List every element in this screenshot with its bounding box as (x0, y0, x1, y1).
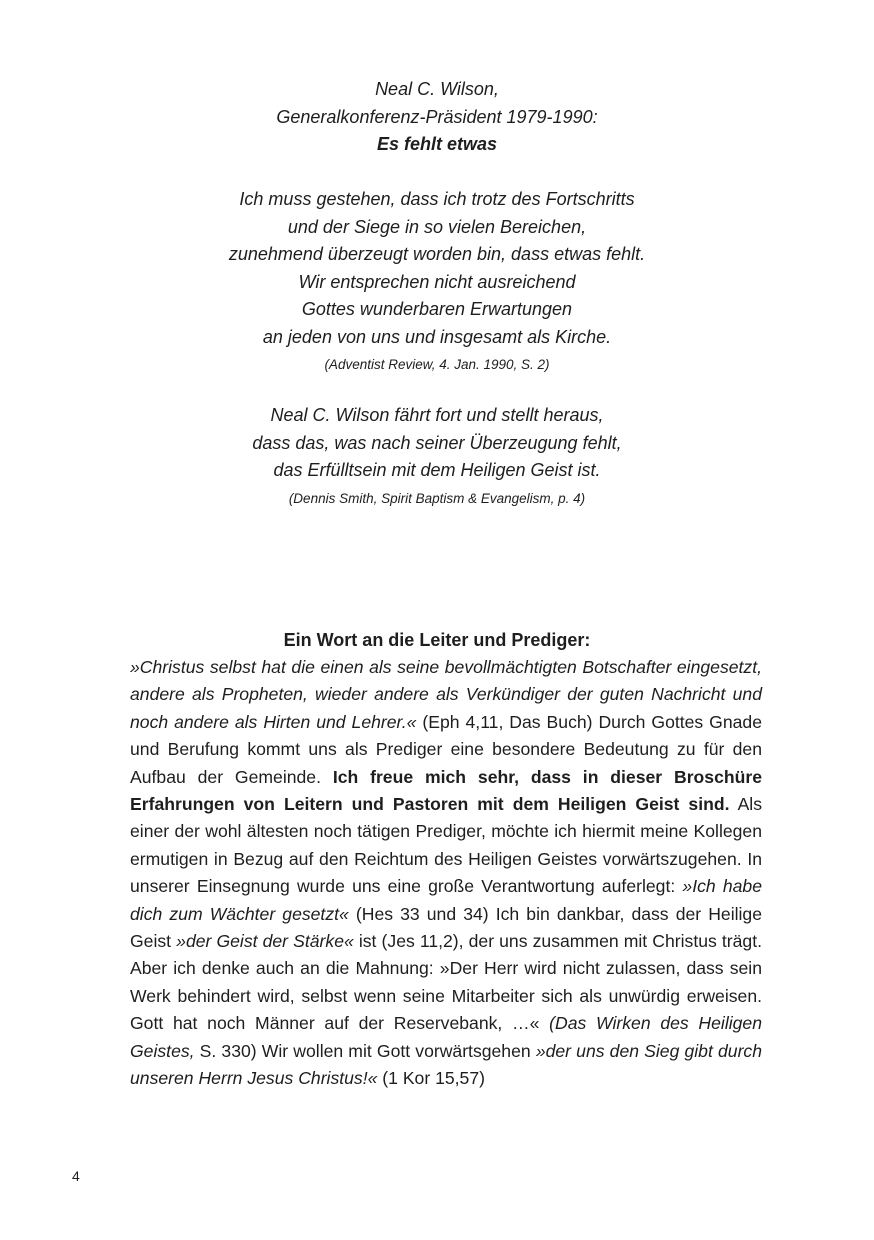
quote-line: Ich muss gestehen, dass ich trotz des Fortschritts (239, 189, 635, 209)
body-paragraph: »Christus selbst hat die einen als seine bevollmächtigten Botschafter eingesetzt, andere als Propheten, wieder andere als Verkündiger der guten Nachricht und noch andere als Hirten und Lehrer.« (Eph 4,11, Das Buch) Durch Gottes Gnade und Berufung kommt uns als Prediger eine besondere Bedeutung zu für den Aufbau der Gemeinde. Ich freue mich sehr, dass in dieser Broschüre Erfahrungen von Leitern und Pastoren mit dem Heiligen Geist sind. Als einer der wohl ältesten noch tätigen Prediger, möchte ich hiermit meine Kollegen ermutigen in Bezug auf den Reichtum des Heiligen Geistes vorwärtszugehen. In unserer Einsegnung wurde uns eine große Verantwortung auferlegt: »Ich habe dich zum Wächter gesetzt« (Hes 33 und 34) Ich bin dankbar, dass der Heilige Geist »der Geist der Stärke« ist (Jes 11,2), der uns zusammen mit Christus trägt. Aber ich denke auch an die Mahnung: »Der Herr wird nicht zulassen, dass sein Werk behindert wird, selbst wenn seine Mitarbeiter sich als unwürdig erweisen. Gott hat noch Männer auf der Reservebank, …« (Das Wirken des Heiligen Geistes, S. 330) Wir wollen mit Gott vorwärtsgehen »der uns den Sieg gibt durch unseren Herrn Jesus Christus!« (1 Kor 15,57) (130, 657, 763, 1089)
page-number: 4 (72, 1168, 80, 1184)
bible-quote: »Christus selbst hat die einen als seine bevollmächtigten Botschafter eingesetzt, andere als Propheten, wieder andere als Verkündiger der guten Nachricht und noch andere als Hirten und Lehrer.« (130, 657, 762, 732)
quote-line: Wir entsprechen nicht ausreichend (298, 271, 576, 292)
quote-heading: Es fehlt etwas (376, 134, 498, 154)
followup-line: das Erfülltsein mit dem Heiligen Geist ist. (273, 460, 601, 480)
quote-author: Neal C. Wilson, (375, 79, 499, 99)
quote-source: (Adventist Review, 4. Jan. 1990, S. 2) (324, 357, 550, 372)
followup-line: dass das, was nach seiner Überzeugung fehlt, (252, 432, 622, 453)
quote-block (0, 76, 874, 512)
quote-line: und der Siege in so vielen Bereichen, (287, 216, 587, 237)
followup-line: Neal C. Wilson fährt fort und stellt heraus, (270, 405, 604, 425)
followup-source: (Dennis Smith, Spirit Baptism & Evangelism, p. 4) (288, 490, 586, 506)
quote-line: an jeden von uns und insgesamt als Kirche. (262, 326, 612, 347)
quote-line: Gottes wunderbaren Erwartungen (301, 299, 573, 319)
quote-role: Generalkonferenz-Präsident 1979-1990: (276, 106, 598, 127)
section-title: Ein Wort an die Leiter und Prediger: (283, 630, 591, 650)
bold-statement: Ich freue mich sehr, dass in dieser Broschüre Erfahrungen von Leitern und Pastoren mit dem Heiligen Geist sind. (130, 766, 762, 815)
quote-line: zunehmend überzeugt worden bin, dass etwas fehlt. (228, 244, 646, 264)
